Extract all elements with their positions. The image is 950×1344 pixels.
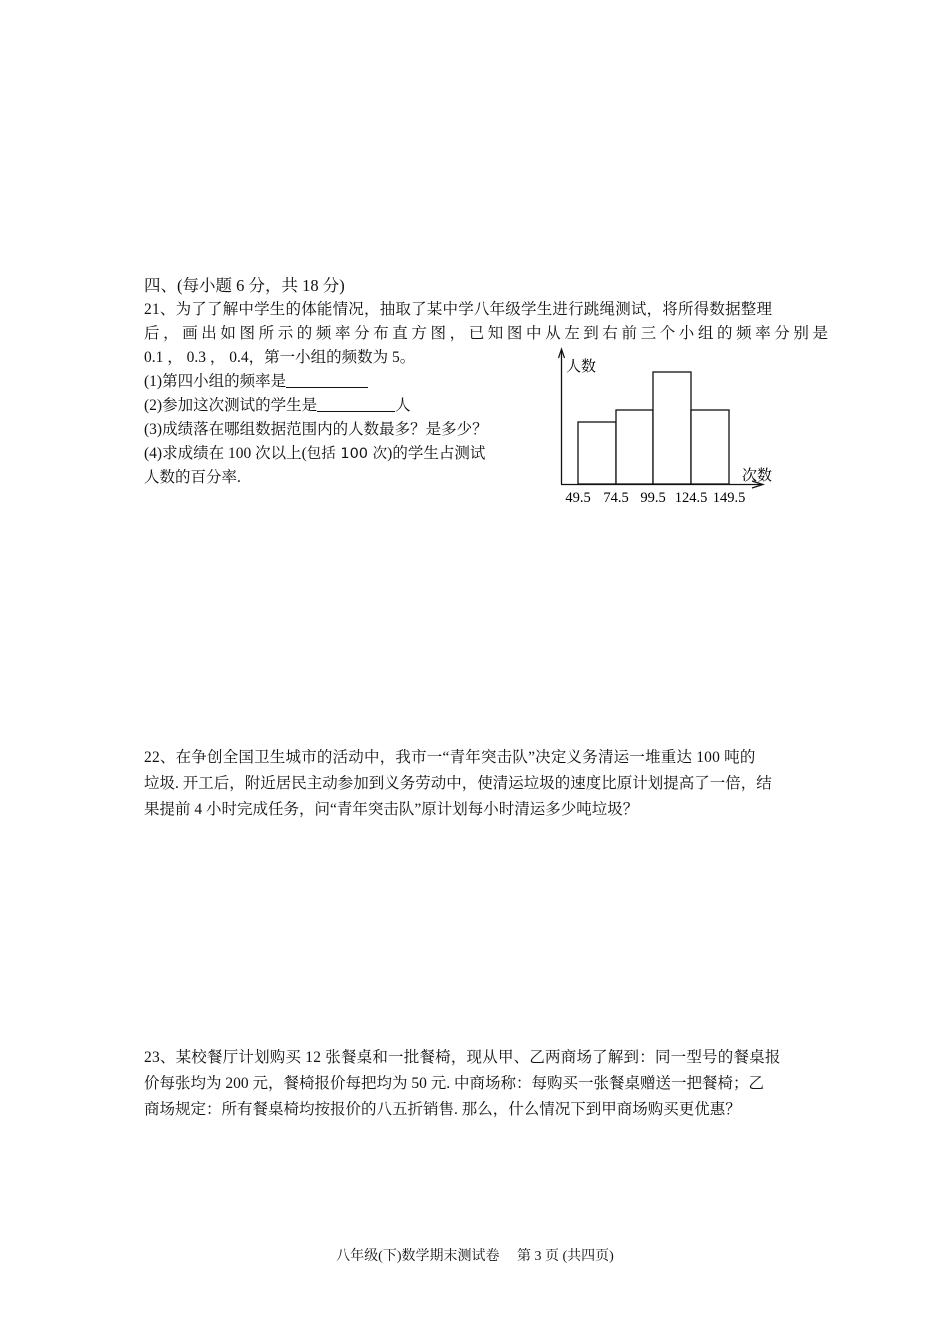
q21-sub-4-line-2: 人数的百分率. xyxy=(144,469,241,486)
q21-line-1: 21、为了了解中学生的体能情况，抽取了某中学八年级学生进行跳绳测试，将所得数据整理 xyxy=(144,301,773,318)
x-tick-label: 124.5 xyxy=(674,490,708,506)
histogram-bar xyxy=(578,422,616,484)
section-title: 四、(每小题 6 分，共 18 分) xyxy=(144,276,345,295)
q21-sub-2-unit: 人 xyxy=(395,397,411,414)
q22-line-3: 果提前 4 小时完成任务，问“青年突击队”原计划每小时清运多少吨垃圾？ xyxy=(144,801,639,818)
y-axis-label: 人数 xyxy=(566,359,597,375)
q21-sub-4-a: (4)求成绩在 100 次以上( xyxy=(144,445,307,462)
x-tick-label: 74.5 xyxy=(603,490,629,506)
q21-sub-4 xyxy=(144,442,485,466)
q21-sub-1 xyxy=(144,370,368,394)
q21-sub-4-b: 包括 100 次 xyxy=(306,446,388,462)
q21-line-3: 0.1 ， 0.3 ， 0.4，第一小组的频数为 5。 xyxy=(144,349,416,366)
histogram-bars xyxy=(578,372,729,484)
q21-sub-3: (3)成绩落在哪组数据范围内的人数最多？是多少？ xyxy=(144,421,488,438)
q21-line-2: 后，画出如图所示的频率分布直方图，已知图中从左到右前三个小组的频率分别是 xyxy=(144,325,832,342)
histogram-bar xyxy=(691,410,729,484)
x-tick-label: 49.5 xyxy=(565,490,591,506)
x-tick-label: 99.5 xyxy=(640,490,666,506)
q23-line-1: 23、某校餐厅计划购买 12 张餐桌和一批餐椅，现从甲、乙两商场了解到：同一型号的餐桌报 xyxy=(144,1049,781,1066)
q21-sub-2 xyxy=(144,394,411,418)
x-tick-labels xyxy=(565,490,745,506)
q21-sub-4-c: )的学生占测试 xyxy=(387,445,486,462)
x-tick-label: 149.5 xyxy=(712,490,746,506)
page-footer: 八年级(下)数学期末测试卷 第 3 页 (共四页) xyxy=(336,1249,614,1264)
answer-blank-2[interactable] xyxy=(317,395,395,412)
frequency-histogram xyxy=(540,340,790,515)
q21-sub-2-text: (2)参加这次测试的学生是 xyxy=(144,397,318,414)
answer-blank-1[interactable] xyxy=(286,371,368,388)
q22-line-2: 垃圾. 开工后，附近居民主动参加到义务劳动中，使清运垃圾的速度比原计划提高了一倍，结 xyxy=(144,775,772,792)
histogram-bar xyxy=(616,410,653,484)
q23-line-3: 商场规定：所有餐桌椅均按报价的八五折销售. 那么，什么情况下到甲商场购买更优惠？ xyxy=(144,1101,741,1118)
q21-sub-1-text: (1)第四小组的频率是 xyxy=(144,373,287,390)
x-axis-label: 次数 xyxy=(742,468,773,484)
q22-line-1: 22、在争创全国卫生城市的活动中，我市一“青年突击队”决定义务清运一堆重达 100 吨的 xyxy=(144,749,756,766)
histogram-bar xyxy=(653,372,691,484)
q23-line-2: 价每张均为 200 元，餐椅报价每把均为 50 元. 中商场称：每购买一张餐桌赠送一把餐椅；乙 xyxy=(144,1075,765,1092)
